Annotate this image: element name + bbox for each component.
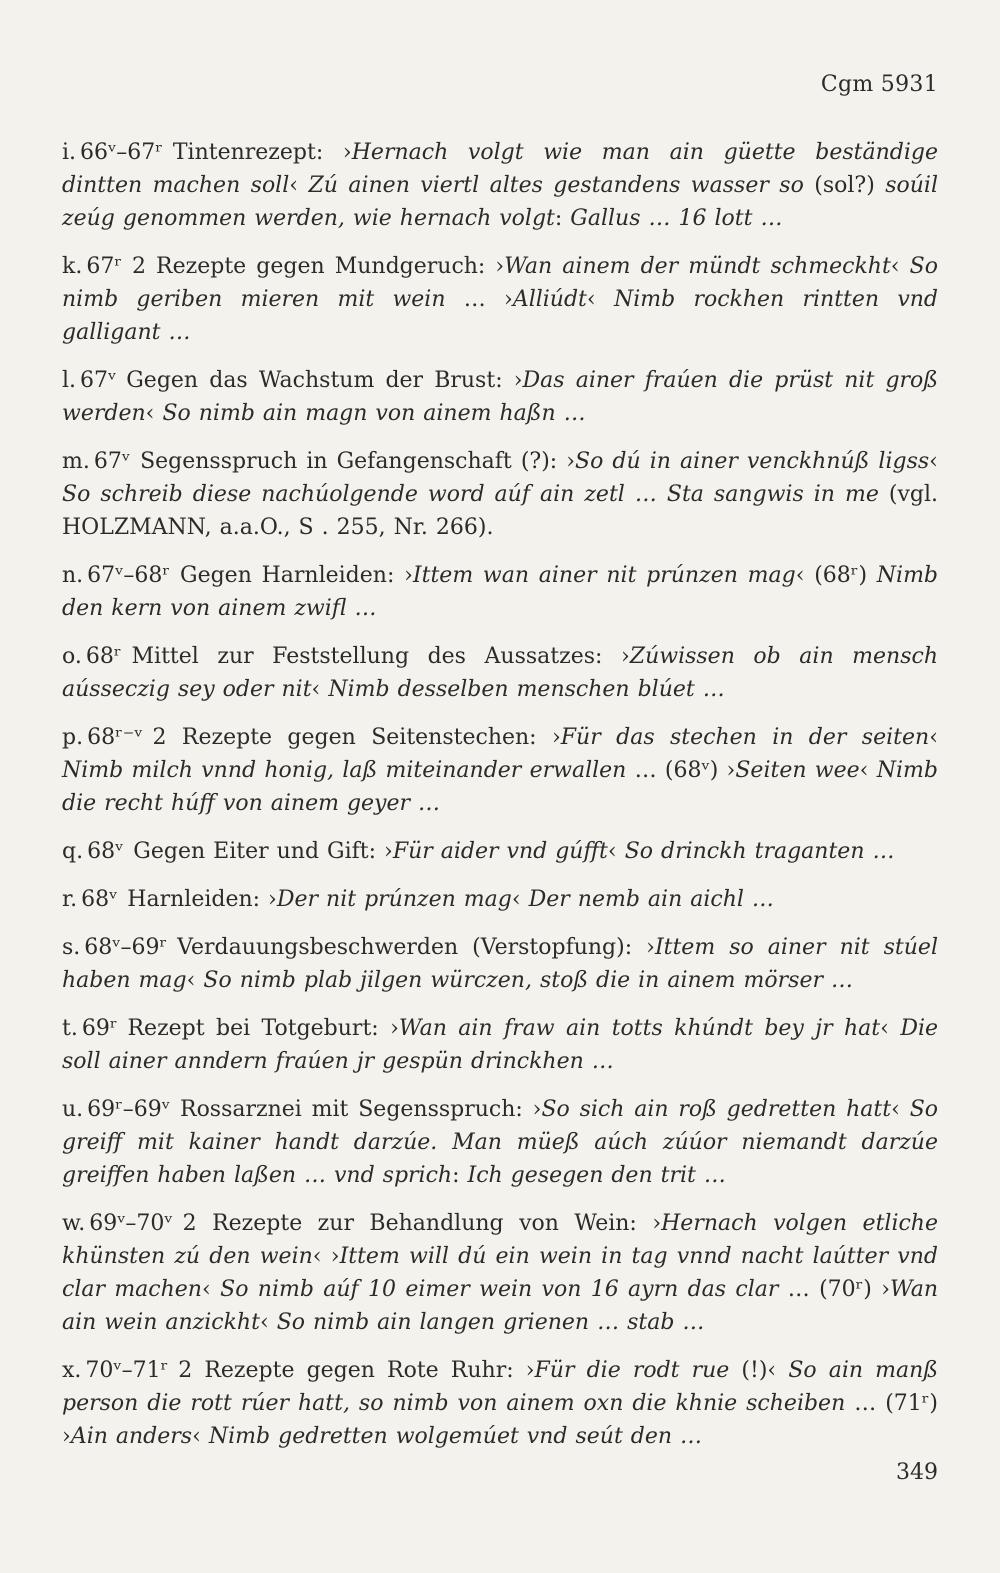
quoted-incipit: So dú in ainer venckhnúß ligss [575,449,930,474]
quoted-incipit: Seiten wee [735,758,860,783]
entry-text: ‹ [891,1097,910,1122]
entry-text: Mittel zur Feststellung des Aussatzes: › [131,644,630,669]
entry-text: (vgl. HOLZMANN, a.a.O., S . 255, Nr. 266). [62,482,939,540]
entry-label: p. [62,725,84,750]
entry-folio: 68ᵛ [81,887,118,912]
running-head: Cgm 5931 [820,72,938,97]
quoted-incipit: Nimb den kern von ainem zwifl … [62,563,939,621]
entry-folio: 68ʳ⁻ᵛ [87,725,143,750]
entry-label: s. [62,935,81,960]
entry-text: ‹ (68ʳ) [795,563,877,588]
quoted-incipit: So nimb plab jilgen würczen, stoß die in ainem mörser … [203,968,853,993]
entry-text: : [452,1163,468,1188]
entry-text: Gegen das Wachstum der Brust: › [126,368,523,393]
quoted-incipit: Alliúdt [512,287,587,312]
quoted-incipit: So nimb ain langen grienen … stab … [276,1310,705,1335]
list-item [62,250,938,349]
entry-text: ‹ [586,287,614,312]
entry-text: Tintenrezept: › [172,140,352,165]
quoted-incipit: Zúwissen ob ain mensch aússeczig sey oder nit [62,644,938,702]
entry-text: … (68ᵛ) › [626,758,736,783]
quoted-incipit: Für das stechen in der seiten [560,725,930,750]
entry-label: k. [62,254,83,279]
entry-label: l. [62,368,77,393]
quoted-incipit: soúil zeúg genommen werden, wie hernach volgt [62,173,938,231]
quoted-incipit: Für aider vnd gúfft [392,839,608,864]
quoted-incipit: Nimb gedretten wolgemúet vnd seút den … [208,1424,703,1449]
quoted-incipit: Wan ain wein anzickht [62,1277,939,1335]
quoted-incipit: Wan ainem der mündt schmeckht [504,254,891,279]
entry-text: Rezept bei Totgeburt: › [127,1016,399,1041]
entry-folio: 67ᵛ [93,449,131,474]
list-item [62,559,938,625]
entry-label: w. [62,1211,86,1236]
entry-label: i. [62,140,77,165]
quoted-incipit: So nimb geriben mieren mit wein [62,254,938,312]
entry-text: 2 Rezepte gegen Seitenstechen: › [152,725,561,750]
quoted-incipit: So nimb ain magn von ainem haßn … [162,401,586,426]
quoted-incipit: So nimb aúf 10 eimer wein von 16 ayrn das clar [220,1277,779,1302]
entry-folio: 67ᵛ–68ʳ [87,563,170,588]
entry-text: … › [445,287,513,312]
quoted-incipit: Die soll ainer anndern fraúen jr gespün drinckhen … [62,1016,939,1074]
list-item [62,931,938,997]
entry-text: Segensspruch in Gefangenschaft (?): › [140,449,576,474]
quoted-incipit: Für die rodt rue [534,1358,730,1383]
entry-text: : [554,206,571,231]
entry-text: … (70ʳ) › [778,1277,891,1302]
entry-folio: 67ᵛ [80,368,117,393]
list-item [62,883,938,916]
list-item [62,1207,938,1339]
quoted-incipit: So ain manß person die rott rúer hatt, so nimb von ainem oxn die khnie scheiben [62,1358,938,1416]
quoted-incipit: Ittem wan ainer nit prúnzen mag [412,563,796,588]
entry-text: Rossarznei mit Segensspruch: › [180,1097,542,1122]
entry-label: r. [62,887,78,912]
entry-folio: 68ᵛ–69ʳ [84,935,168,960]
quoted-incipit: Ittem so ainer nit stúel haben mag [62,935,938,993]
quoted-incipit: Der nemb ain aichl … [528,887,774,912]
entry-folio: 66ᵛ–67ʳ [80,140,163,165]
quoted-incipit: Das ainer fraúen die prüst nit groß werden [62,368,938,426]
quoted-incipit: Zú ainen viertl altes gestandens wasser so [308,173,804,198]
entry-text: ‹ [145,401,163,426]
entry-list [62,136,938,1468]
entry-label: q. [62,839,84,864]
entry-text: (sol?) [803,173,886,198]
entry-text: ‹ [192,1424,209,1449]
quoted-incipit: Hernach volgen etliche khünsten zú den wein [62,1211,938,1269]
quoted-incipit: Nimb rockhen rintten vnd galligant … [62,287,938,345]
entry-label: n. [62,563,84,588]
list-item [62,835,938,868]
entry-label: m. [62,449,90,474]
entry-text: ‹ [289,173,309,198]
entry-folio: 67ʳ [86,254,122,279]
quoted-incipit: So drinckh traganten … [624,839,895,864]
entry-label: u. [62,1097,84,1122]
list-item [62,136,938,235]
entry-label: o. [62,644,82,669]
entry-text: ‹ [929,449,938,474]
entry-text: Gegen Harnleiden: › [180,563,413,588]
quoted-incipit: Nimb desselben menschen blúet … [328,677,725,702]
entry-text: ‹ [890,254,910,279]
quoted-incipit: So greiff mit kainer handt darzúe. Man müeß aúch zúúor niemandt darzúe greiffen haben laßen … vnd sprich [62,1097,939,1188]
entry-folio: 70ᵛ–71ʳ [85,1358,169,1383]
quoted-incipit: Wan ain fraw ain totts khúndt bey jr hat [398,1016,881,1041]
entry-text: 2 Rezepte gegen Rote Ruhr: › [178,1358,535,1383]
entry-folio: 69ʳ–69ᵛ [87,1097,170,1122]
page-number: 349 [896,1460,938,1485]
list-item [62,445,938,544]
entry-text: ‹ › [312,1244,340,1269]
quoted-incipit: Ittem will dú ein wein in tag vnnd nacht laútter vnd clar machen [62,1244,938,1302]
quoted-incipit: Nimb die recht húff von ainem geyer … [62,758,938,816]
entry-text: ‹ [201,1277,221,1302]
entry-text: 2 Rezepte zur Behandlung von Wein: › [182,1211,662,1236]
entry-text: ‹ [259,1310,277,1335]
list-item [62,1093,938,1192]
entry-folio: 69ᵛ–70ᵛ [89,1211,173,1236]
entry-label: x. [62,1358,82,1383]
entry-text: ‹ [311,677,329,702]
entry-text: ‹ [880,1016,901,1041]
entry-text: ‹ [607,839,625,864]
entry-folio: 68ʳ [85,644,122,669]
entry-label: t. [62,1016,78,1041]
entry-text: ‹ [929,725,938,750]
quoted-incipit: So sich ain roß gedretten hatt [541,1097,892,1122]
entry-text: Verdauungsbeschwerden (Verstopfung): › [177,935,655,960]
entry-text: … (71ʳ) › [62,1391,938,1449]
entry-text: ‹ [186,968,204,993]
list-item [62,721,938,820]
list-item [62,1354,938,1453]
entry-text: ‹ [511,887,529,912]
quoted-incipit: Ain anders [70,1424,193,1449]
entry-text: ‹ [859,758,877,783]
entry-text: (!)‹ [729,1358,789,1383]
list-item [62,1012,938,1078]
entry-folio: 68ᵛ [87,839,124,864]
entry-text: 2 Rezepte gegen Mundgeruch: › [131,254,505,279]
quoted-incipit: Ich gesegen den trit … [467,1163,726,1188]
quoted-incipit: So schreib diese nachúolgende word aúf ain zetl … Sta sangwis in me [62,482,879,507]
quoted-incipit: Der nit prúnzen mag [276,887,512,912]
entry-text: Gegen Eiter und Gift: › [133,839,393,864]
list-item [62,364,938,430]
quoted-incipit: Nimb milch vnnd honig, laß miteinander erwallen [62,758,627,783]
quoted-incipit: Gallus … 16 lott … [570,206,783,231]
quoted-incipit: Hernach volgt wie man ain güette beständige dintten machen soll [62,140,938,198]
entry-text: Harnleiden: › [127,887,277,912]
list-item [62,640,938,706]
entry-folio: 69ʳ [81,1016,118,1041]
